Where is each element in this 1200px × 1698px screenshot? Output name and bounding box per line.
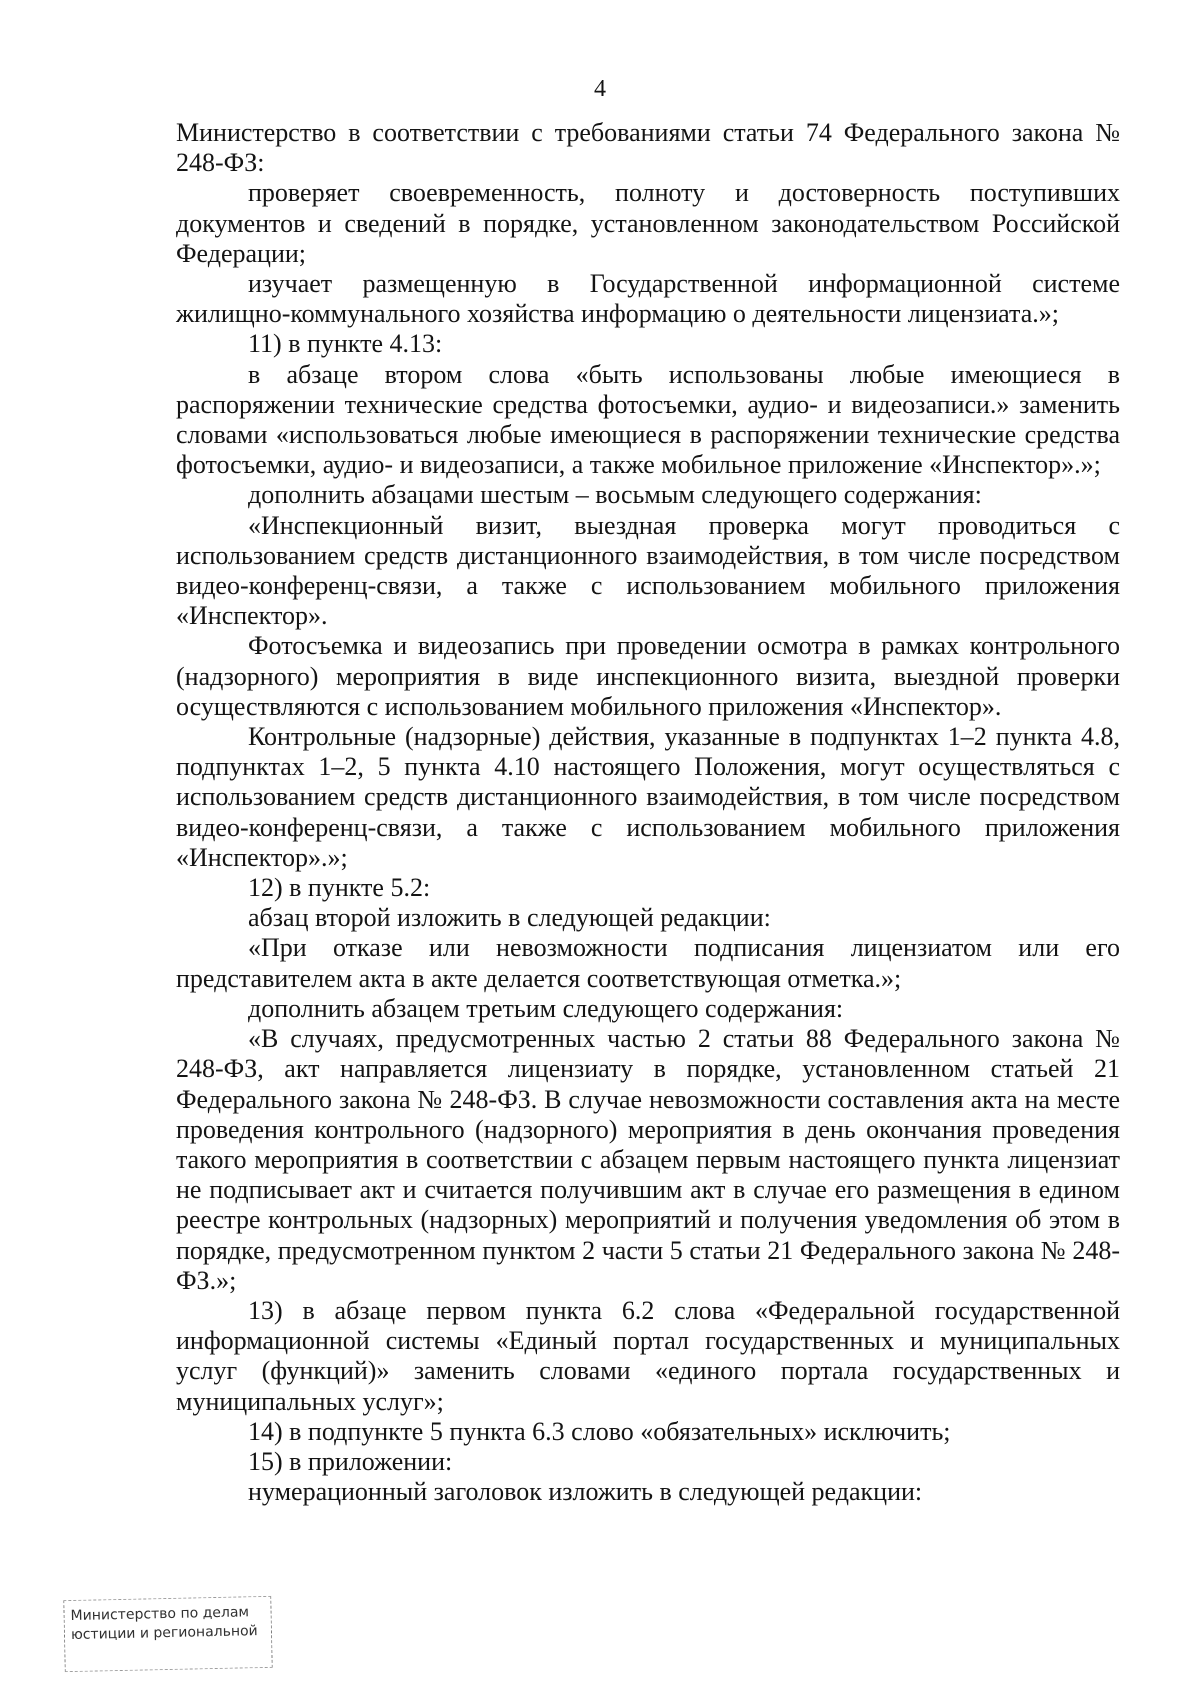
paragraph-7: «Инспекционный визит, выездная проверка могут проводиться с использованием средств дистанционного взаимодействия, в том числе посредством видео-конференц-связи, а также с использованием мобильного приложения «Инспектор». [176, 510, 1120, 631]
paragraph-8: Фотосъемка и видеозапись при проведении осмотра в рамках контрольного (надзорного) мероприятия в виде инспекционного визита, выездной проверки осуществляются с использованием мобильного приложения «Инспектор». [176, 631, 1120, 721]
paragraph-17: 15) в приложении: [248, 1446, 453, 1476]
ministry-stamp [63, 1596, 272, 1672]
paragraph-11: абзац второй изложить в следующей редакции: [248, 903, 771, 933]
paragraph-18: нумерационный заголовок изложить в следующей редакции: [248, 1477, 923, 1507]
paragraph-9: Контрольные (надзорные) действия, указанные в подпунктах 1–2 пункта 4.8, подпунктах 1–2, 5 пункта 4.10 настоящего Положения, могут осуществляться с использованием средств дистанционного взаимодействия, в том числе посредством видео-конференц-связи, а также с использованием мобильного приложения «Инспектор».»; [176, 722, 1120, 872]
paragraph-2: проверяет своевременность, полноту и достоверность поступивших документов и сведений в порядке, установленном законодательством Российской Федерации; [176, 178, 1120, 268]
paragraph-4: 11) в пункте 4.13: [248, 329, 443, 359]
paragraph-14: «В случаях, предусмотренных частью 2 статьи 88 Федерального закона № 248-ФЗ, акт направляется лицензиату в порядке, установленном статьей 21 Федерального закона № 248-ФЗ. В случае невозможности составления акта на месте проведения контрольного (надзорного) мероприятия в день окончания проведения такого мероприятия в соответствии с абзацем первым настоящего пункта лицензиат не подписывает акт и считается получившим акт в случае его размещения в едином реестре контрольных (надзорных) мероприятий и получения уведомления об этом в порядке, предусмотренном пунктом 2 части 5 статьи 21 Федерального закона № 248-ФЗ.»; [176, 1024, 1120, 1295]
page-number: 4 [594, 76, 606, 102]
document-body [176, 118, 1120, 1507]
paragraph-10: 12) в пункте 5.2: [248, 873, 431, 903]
paragraph-16: 14) в подпункте 5 пункта 6.3 слово «обязательных» исключить; [248, 1416, 951, 1446]
paragraph-12: «При отказе или невозможности подписания лицензиатом или его представителем акта в акте делается соответствующая отметка.»; [176, 933, 1120, 993]
paragraph-1: Министерство в соответствии с требованиями статьи 74 Федерального закона № 248-ФЗ: [176, 118, 1120, 178]
paragraph-5: в абзаце втором слова «быть использованы любые имеющиеся в распоряжении технические средства фотосъемки, аудио- и видеозаписи.» заменить словами «использоваться любые имеющиеся в распоряжении технические средства фотосъемки, аудио- и видеозаписи, а также мобильное приложение «Инспектор».»; [176, 359, 1120, 480]
paragraph-15: 13) в абзаце первом пункта 6.2 слова «Федеральной государственной информационной системы «Единый портал государственных и муниципальных услуг (функций)» заменить словами «единого портала государственных и муниципальных услуг»; [176, 1295, 1120, 1416]
paragraph-3: изучает размещенную в Государственной информационной системе жилищно-коммунального хозяйства информацию о деятельности лицензиата.»; [176, 269, 1120, 329]
paragraph-6: дополнить абзацами шестым – восьмым следующего содержания: [248, 480, 982, 510]
stamp-line-2: юстиции и региональной [70, 1623, 258, 1644]
paragraph-13: дополнить абзацем третьим следующего содержания: [248, 993, 844, 1023]
stamp-line-1: Министерство по делам [70, 1604, 250, 1625]
